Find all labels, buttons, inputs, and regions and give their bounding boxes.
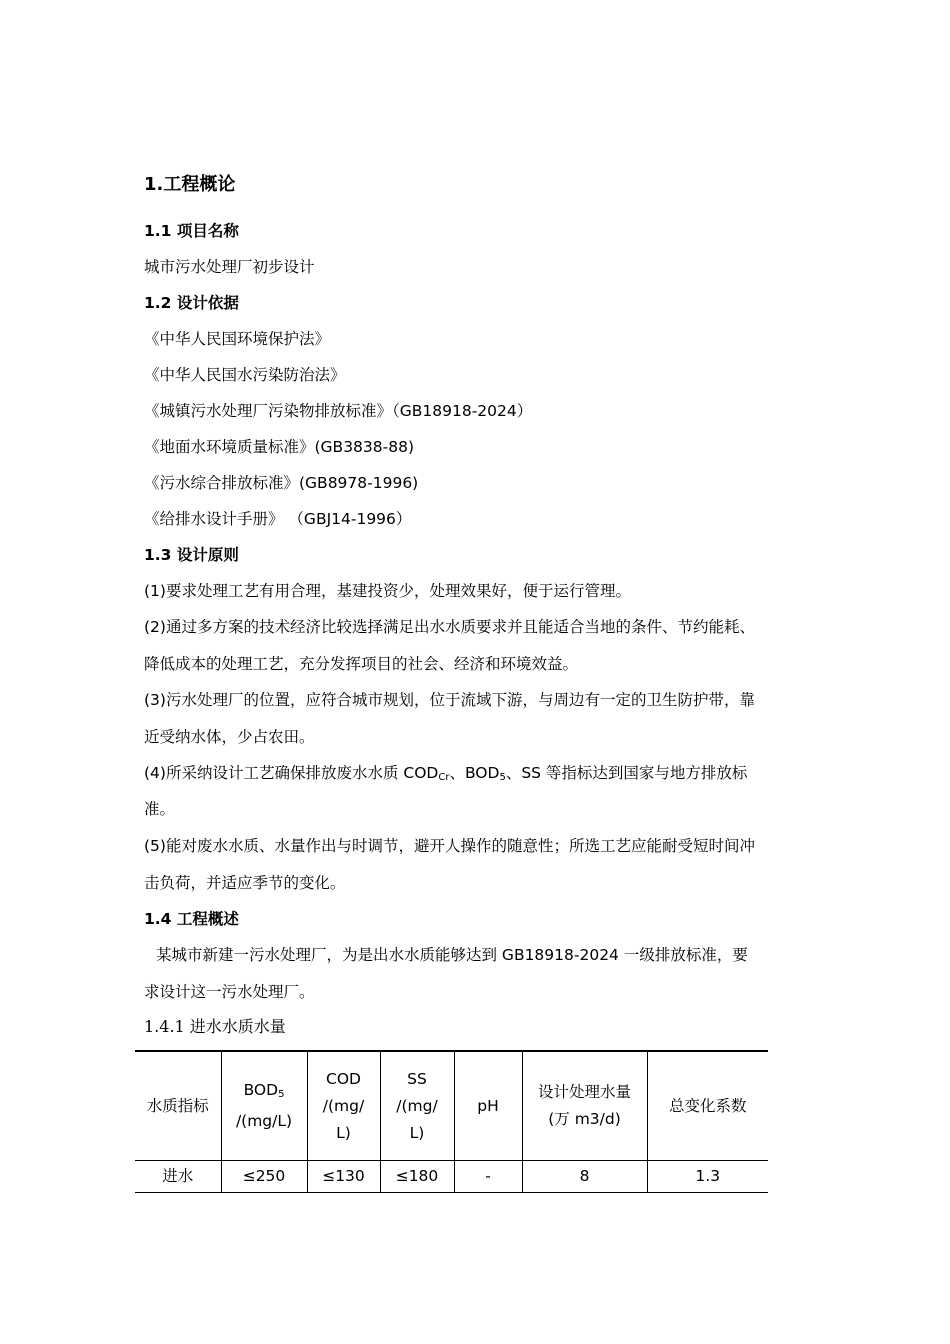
section-1-4-title: 1.4 工程概述 xyxy=(144,910,239,928)
header-ss: SS /(mg/ L) xyxy=(380,1051,454,1161)
basis-item: 《污水综合排放标准》(GB8978-1996) xyxy=(144,474,419,492)
section-1-2-title: 1.2 设计依据 xyxy=(144,294,239,312)
principle-4-line-1 xyxy=(144,763,747,788)
principle-4-text: (4)所采纳设计工艺确保排放废水水质 COD xyxy=(144,764,439,782)
section-1-1-title: 1.1 项目名称 xyxy=(144,222,239,240)
header-ph: pH xyxy=(454,1051,522,1161)
basis-item: 《中华人民国水污染防治法》 xyxy=(144,366,346,384)
principle-4-text: 、BOD xyxy=(449,764,500,782)
cell-ss: ≤180 xyxy=(380,1161,454,1193)
header-indicator: 水质指标 xyxy=(135,1051,221,1161)
principle-5-line-2: 击负荷，并适应季节的变化。 xyxy=(144,874,346,892)
table-header-row xyxy=(135,1051,768,1161)
cell-coefficient: 1.3 xyxy=(647,1161,768,1193)
cod-subscript: Cr xyxy=(438,772,450,783)
header-bod: $BOD_5$ /(mg/L) xyxy=(221,1051,307,1161)
project-name: 城市污水处理厂初步设计 xyxy=(144,258,315,276)
cell-bod: ≤250 xyxy=(221,1161,307,1193)
overview-line-2: 求设计这一污水处理厂。 xyxy=(144,983,315,1001)
principle-4-text: 、SS 等指标达到国家与地方排放标 xyxy=(505,764,748,782)
influent-quality-table xyxy=(135,1050,768,1193)
overview-line-1: 某城市新建一污水处理厂，为是出水水质能够达到 GB18918-2024 一级排放标准，要 xyxy=(156,946,748,964)
principle-2-line-1: (2)通过多方案的技术经济比较选择满足出水水质要求并且能适合当地的条件、节约能耗、 xyxy=(144,618,755,636)
principle-4-line-2: 准。 xyxy=(144,800,176,818)
basis-item: 《中华人民国环境保护法》 xyxy=(144,330,331,348)
principle-3-line-2: 近受纳水体，少占农田。 xyxy=(144,728,315,746)
header-flow: 设计处理水量 (万 m3/d) xyxy=(522,1051,647,1161)
cell-cod: ≤130 xyxy=(307,1161,380,1193)
principle-2-line-2: 降低成本的处理工艺，充分发挥项目的社会、经济和环境效益。 xyxy=(144,655,579,673)
chapter-heading: 1.工程概论 xyxy=(144,174,236,195)
cell-label: 进水 xyxy=(135,1161,221,1193)
basis-item: 《城镇污水处理厂污染物排放标准》（GB18918-2024） xyxy=(144,402,533,420)
cell-flow: 8 xyxy=(522,1161,647,1193)
basis-item: 《地面水环境质量标准》(GB3838-88) xyxy=(144,438,415,456)
principle-1: (1)要求处理工艺有用合理，基建投资少，处理效果好，便于运行管理。 xyxy=(144,582,631,600)
section-1-3-title: 1.3 设计原则 xyxy=(144,546,239,564)
cell-ph: - xyxy=(454,1161,522,1193)
principle-5-line-1: (5)能对废水水质、水量作出与时调节，避开人操作的随意性；所选工艺应能耐受短时间冲 xyxy=(144,837,755,855)
principle-3-line-1: (3)污水处理厂的位置，应符合城市规划，位于流域下游，与周边有一定的卫生防护带，靠 xyxy=(144,691,755,709)
header-cod: COD /(mg/ L) xyxy=(307,1051,380,1161)
subsection-1-4-1-title: 1.4.1 进水水质水量 xyxy=(144,1017,286,1036)
table-row xyxy=(135,1161,768,1193)
basis-item: 《给排水设计手册》 （GBJ14-1996） xyxy=(144,510,412,528)
bod-subscript: 5 xyxy=(499,772,506,783)
header-coefficient: 总变化系数 xyxy=(647,1051,768,1161)
